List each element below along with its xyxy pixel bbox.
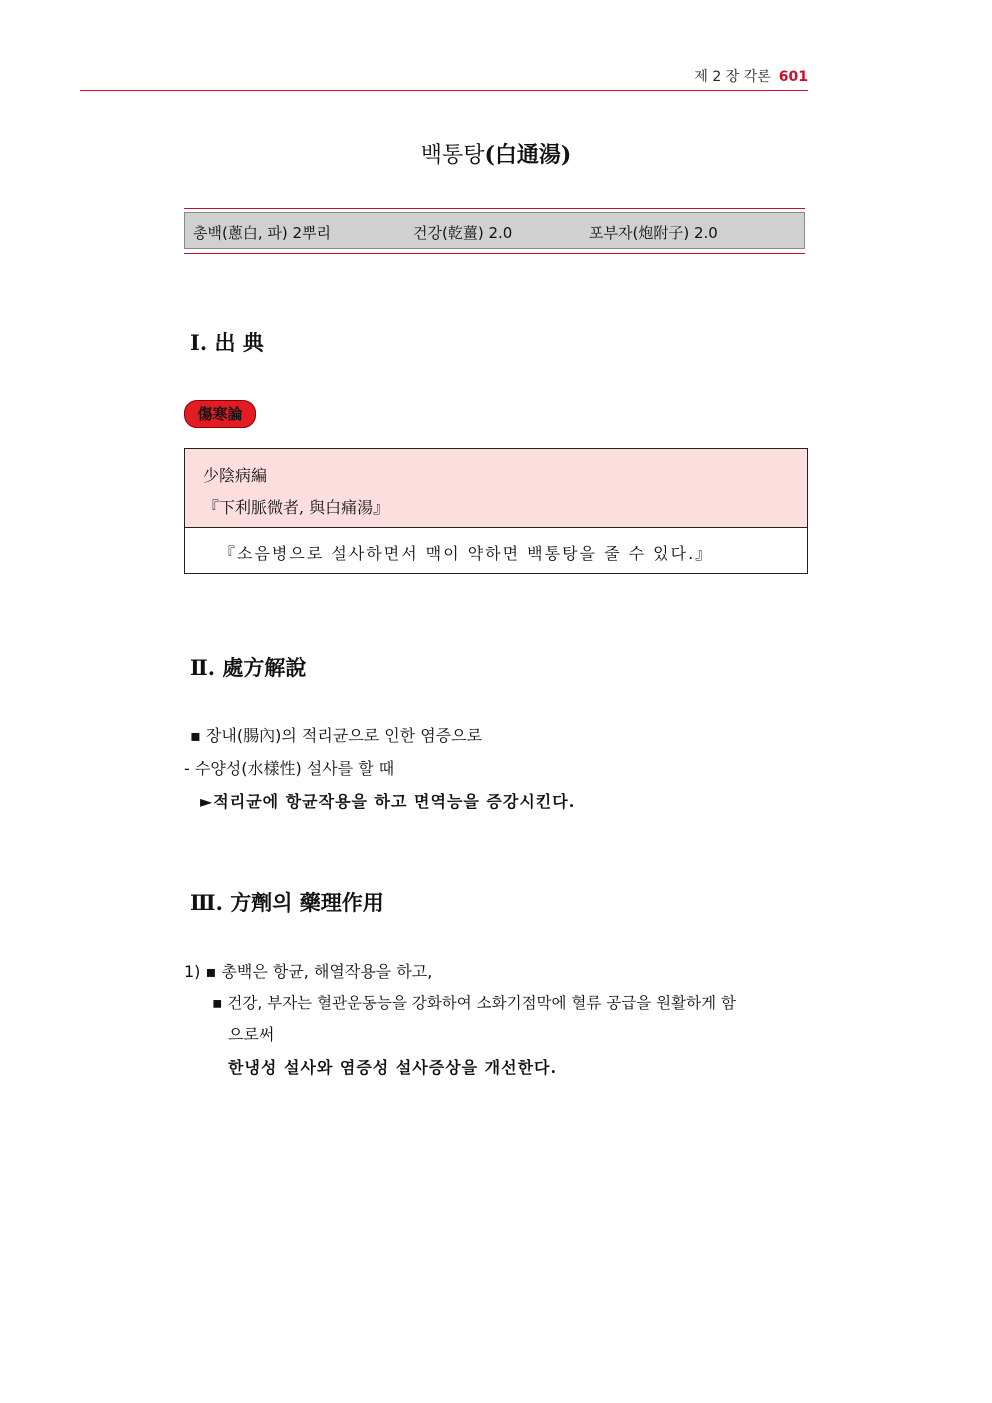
pharmacology-line: ▪ 건강, 부자는 혈관운동능을 강화하여 소화기점막에 혈류 공급을 원활하게 함: [212, 994, 736, 1012]
source-translation: 『소음병으로 설사하면서 맥이 약하면 백통탕을 줄 수 있다.』: [219, 544, 714, 563]
ingredient-item: 건강(乾薑) 2.0: [413, 224, 513, 242]
source-original-panel: [185, 449, 807, 528]
explanation-line: - 수양성(水樣性) 설사를 할 때: [184, 759, 395, 778]
source-quote: 『下利脈微者, 與白痛湯』: [203, 498, 390, 517]
chapter-label: 제 2 장 각론: [694, 69, 771, 85]
header-rule: [80, 90, 808, 91]
ingredients-box: [184, 212, 805, 249]
pharmacology-conclusion: 한냉성 설사와 염증성 설사증상을 개선한다.: [228, 1058, 558, 1077]
ingredients-bottom-rule: [184, 253, 805, 254]
pharmacology-line: 1) ▪ 총백은 항균, 해열작용을 하고,: [184, 962, 433, 981]
explanation-conclusion: ►적리균에 항균작용을 하고 면역능을 증강시킨다.: [200, 792, 576, 811]
section-heading-explanation: Ⅱ. 處方解說: [190, 655, 307, 680]
running-header: [694, 66, 808, 86]
source-badge: 傷寒論: [184, 400, 256, 428]
ingredient-item: 총백(蔥白, 파) 2뿌리: [193, 224, 332, 242]
page-number: 601: [778, 69, 808, 85]
section-heading-pharmacology: Ⅲ. 方劑의 藥理作用: [190, 890, 384, 915]
title-hanja: (白通湯): [484, 142, 572, 168]
page-title: [0, 138, 992, 169]
ingredients-top-rule: [184, 208, 805, 209]
explanation-line: ▪ 장내(腸內)의 적리균으로 인한 염증으로: [190, 726, 483, 745]
ingredient-item: 포부자(炮附子) 2.0: [589, 224, 718, 242]
source-quote-box: [184, 448, 808, 574]
title-korean: 백통탕: [420, 143, 485, 168]
section-heading-source: Ⅰ. 出 典: [190, 330, 264, 355]
pharmacology-line: 으로써: [228, 1025, 275, 1044]
source-chapter: 少陰病編: [203, 466, 268, 485]
